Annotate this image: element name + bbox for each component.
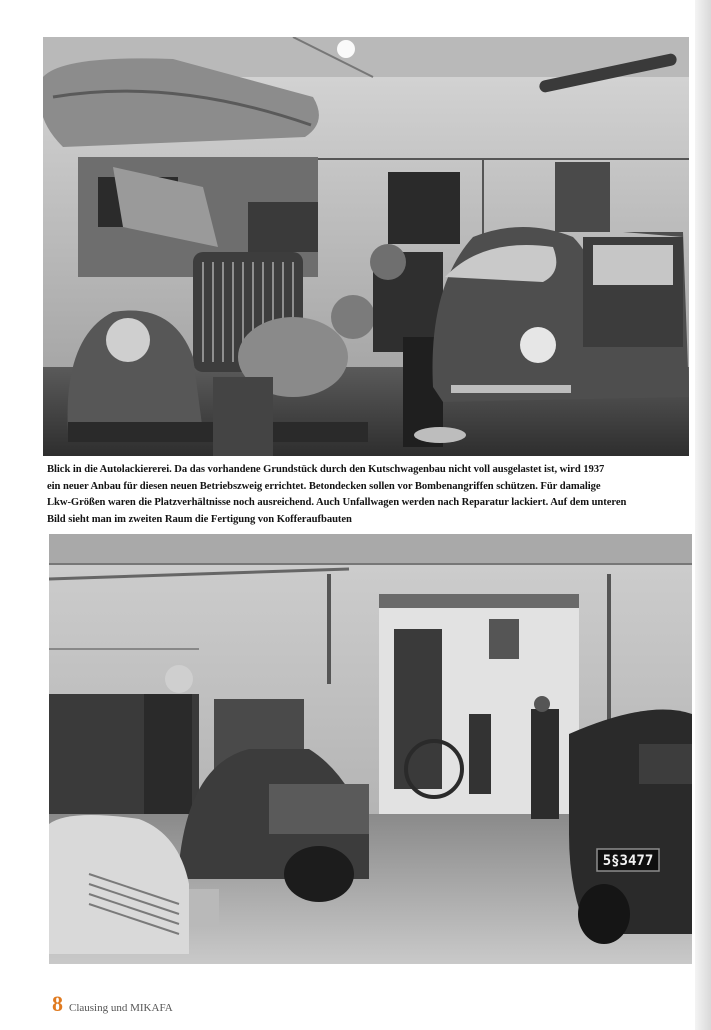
page-edge-shadow (695, 0, 711, 1030)
photo-caption (47, 462, 697, 528)
license-plate: 5§3477 (602, 853, 654, 869)
page-footer (52, 993, 173, 1015)
caption-line: Lkw-Größen waren die Platzverhältnisse noch ausreichend. Auch Unfallwagen werden nach Reparatur lackiert. Auf dem unteren (47, 497, 627, 508)
running-title: Clausing und MIKAFA (69, 1002, 173, 1014)
caption-line: Bild sieht man im zweiten Raum die Fertigung von Kofferaufbauten (47, 513, 352, 525)
photo-paint-shop (43, 37, 689, 456)
photo-workshop-hall (49, 534, 692, 964)
caption-line: ein neuer Anbau für diesen neuen Betriebszweig errichtet. Betondecken sollen vor Bombenangriffen schützen. Für damalige (47, 480, 601, 492)
page-number: 8 (52, 991, 63, 1016)
caption-line: Blick in die Autolackiererei. Da das vorhandene Grundstück durch den Kutschwagenbau nicht voll ausgelastet ist, wird 1937 (47, 464, 605, 475)
